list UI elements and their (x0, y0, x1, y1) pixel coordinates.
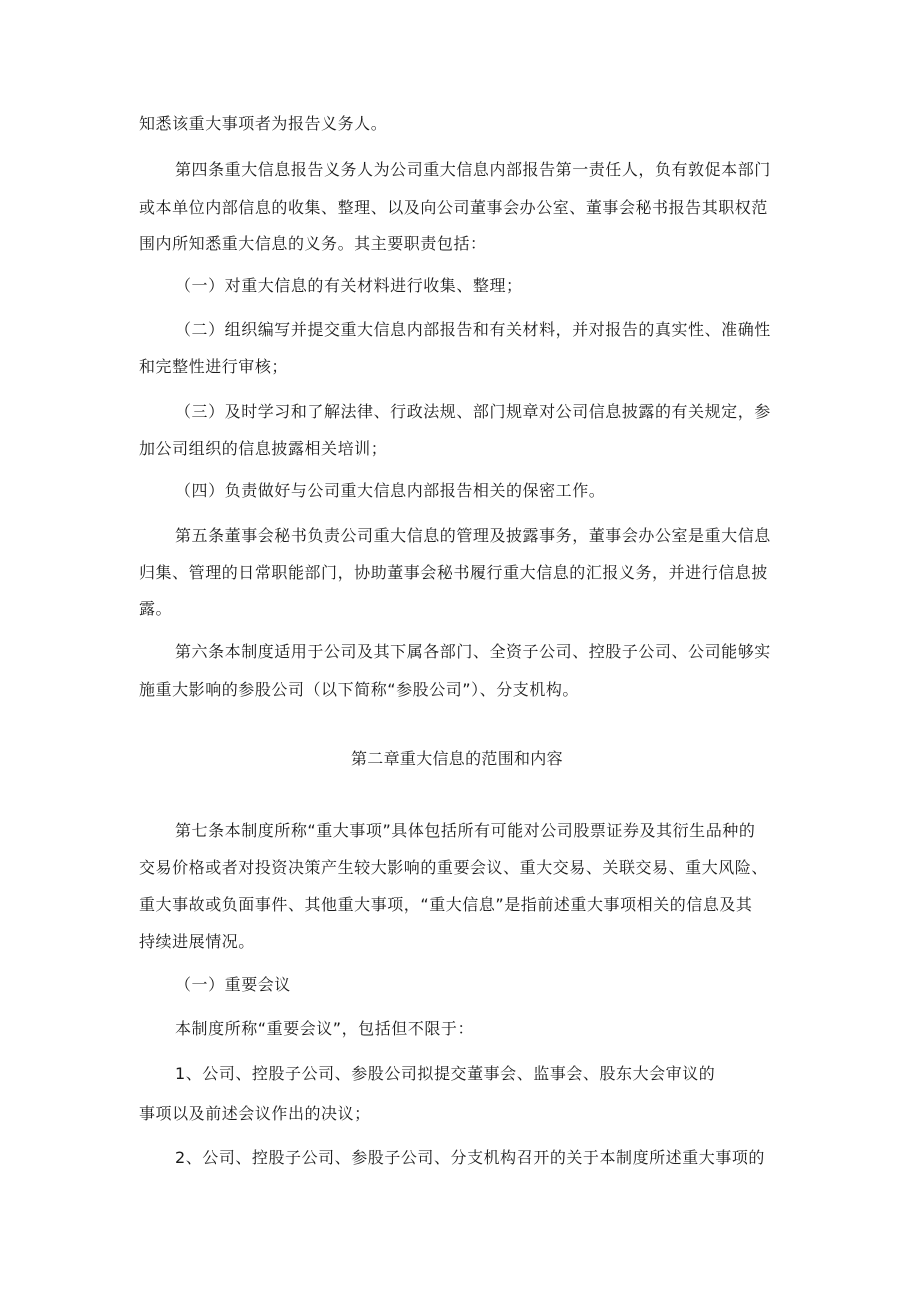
list-item-line: 事项以及前述会议作出的决议； (139, 1104, 371, 1123)
list-item-line: 1、公司、控股子公司、参股公司拟提交董事会、监事会、股东大会审议的 (175, 1064, 716, 1083)
paragraph-line: 露。 (139, 599, 173, 618)
chapter-heading: 第二章重大信息的范围和内容 (351, 749, 563, 768)
paragraph-line: 知悉该重大事项者为报告义务人。 (139, 114, 388, 133)
paragraph-line: 第七条本制度所称“重大事项”具体包括所有可能对公司股票证券及其衍生品种的 (175, 821, 756, 840)
paragraph-line: 或本单位内部信息的收集、整理、以及向公司董事会办公室、董事会秘书报告其职权范 (139, 198, 768, 217)
list-item-line: 和完整性进行审核； (139, 357, 288, 376)
list-item-line: （四）负责做好与公司重大信息内部报告相关的保密工作。 (175, 481, 606, 500)
paragraph-line: 归集、管理的日常职能部门，协助董事会秘书履行重大信息的汇报义务，并进行信息披 (139, 563, 768, 582)
paragraph-line: 第五条董事会秘书负责公司重大信息的管理及披露事务，董事会办公室是重大信息 (175, 526, 771, 545)
paragraph-line: 交易价格或者对投资决策产生较大影响的重要会议、重大交易、关联交易、重大风险、 (139, 858, 768, 877)
paragraph-line: 持续进展情况。 (139, 932, 255, 951)
list-item-line: 2、公司、控股子公司、参股子公司、分支机构召开的关于本制度所述重大事项的 (175, 1148, 765, 1167)
paragraph-line: 围内所知悉重大信息的义务。其主要职责包括： (139, 234, 487, 253)
paragraph-line: 重大事故或负面事件、其他重大事项，“重大信息”是指前述重大事项相关的信息及其 (139, 895, 753, 914)
paragraph-line: 施重大影响的参股公司（以下简称“参股公司”）、分支机构。 (139, 680, 579, 699)
subsection-heading: （一）重要会议 (175, 975, 291, 994)
paragraph-line: 第四条重大信息报告义务人为公司重大信息内部报告第一责任人，负有敦促本部门 (175, 160, 771, 179)
list-item-line: （二）组织编写并提交重大信息内部报告和有关材料，并对报告的真实性、准确性 (175, 320, 771, 339)
list-item-line: （一）对重大信息的有关材料进行收集、整理； (175, 276, 523, 295)
paragraph-line: 第六条本制度适用于公司及其下属各部门、全资子公司、控股子公司、公司能够实 (175, 642, 771, 661)
paragraph-line: 本制度所称“重要会议”，包括但不限于： (175, 1019, 475, 1038)
list-item-line: （三）及时学习和了解法律、行政法规、部门规章对公司信息披露的有关规定，参 (175, 402, 771, 421)
list-item-line: 加公司组织的信息披露相关培训； (139, 439, 388, 458)
